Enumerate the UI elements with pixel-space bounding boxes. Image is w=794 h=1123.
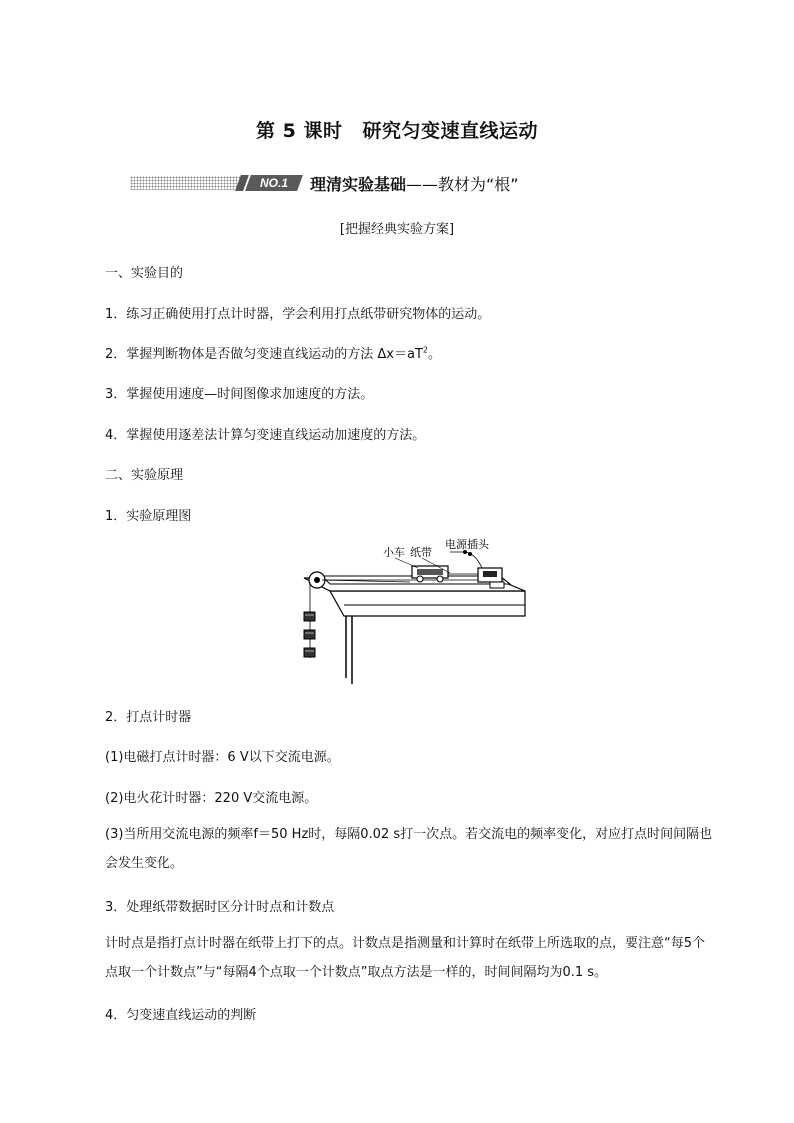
heading-principle: 二、实验原理: [105, 468, 184, 483]
principle-item-3: 3．处理纸带数据时区分计时点和计数点: [105, 900, 335, 915]
purpose-item-2: [105, 343, 441, 362]
purpose-item-3: 3．掌握使用速度—时间图像求加速度的方法。: [105, 387, 374, 402]
principle-item-4: 4．匀变速直线运动的判断: [105, 1008, 257, 1023]
banner-tag: [245, 175, 303, 191]
title-topic: 研究匀变速直线运动: [362, 120, 538, 142]
section-banner: [130, 173, 590, 195]
counting-points-paragraph: 计时点是指打点计时器在纸带上打下的点。计数点是指测量和计算时在纸带上所选取的点，要注意“每5个点取一个计数点”与“每隔4个点取一个计数点”取点方法是一样的，时间间隔均为0.1 s。: [105, 936, 706, 980]
table-top: [330, 591, 525, 616]
power-cable: [450, 552, 482, 568]
apparatus-figure: [300, 538, 530, 684]
page-title: [0, 116, 794, 143]
purpose-item-2-end: 。: [428, 347, 442, 362]
banner-main: 理清实验基础: [310, 175, 407, 194]
purpose-item-1: 1．练习正确使用打点计时器，学会利用打点纸带研究物体的运动。: [105, 307, 491, 322]
subtitle: [把握经典实验方案]: [339, 222, 455, 237]
timer-frequency-paragraph: (3)当所用交流电源的频率f＝50 Hz时，每隔0.02 s打一次点。若交流电的频率变化，对应打点时间间隔也会发生变化。: [105, 827, 713, 871]
purpose-item-4: 4．掌握使用逐差法计算匀变速直线运动加速度的方法。: [105, 428, 426, 443]
banner-rest: ——教材为“根”: [406, 175, 519, 194]
label-tape: 纸带: [410, 546, 432, 559]
principle-item-1: 1．实验原理图: [105, 509, 192, 524]
purpose-item-2-text: 2．掌握判断物体是否做匀变速直线运动的方法 Δx＝aT: [105, 347, 423, 362]
principle-item-2: 2．打点计时器: [105, 710, 192, 725]
purpose-item-2-sup: 2: [422, 345, 428, 355]
banner-dots: [130, 176, 242, 190]
timer-em: (1)电磁打点计时器：6 V以下交流电源。: [105, 750, 340, 765]
banner-text: [310, 172, 519, 195]
timer-spark: (2)电火花计时器：220 V交流电源。: [105, 791, 318, 806]
hanging-weights-icon: [304, 612, 315, 657]
label-cart: 小车: [383, 546, 405, 559]
banner-tag-label: NO.1: [259, 176, 288, 190]
heading-purpose: 一、实验目的: [105, 266, 184, 281]
label-plug: 电源插头: [445, 538, 489, 551]
title-lesson: 第 5 课时: [256, 120, 343, 142]
